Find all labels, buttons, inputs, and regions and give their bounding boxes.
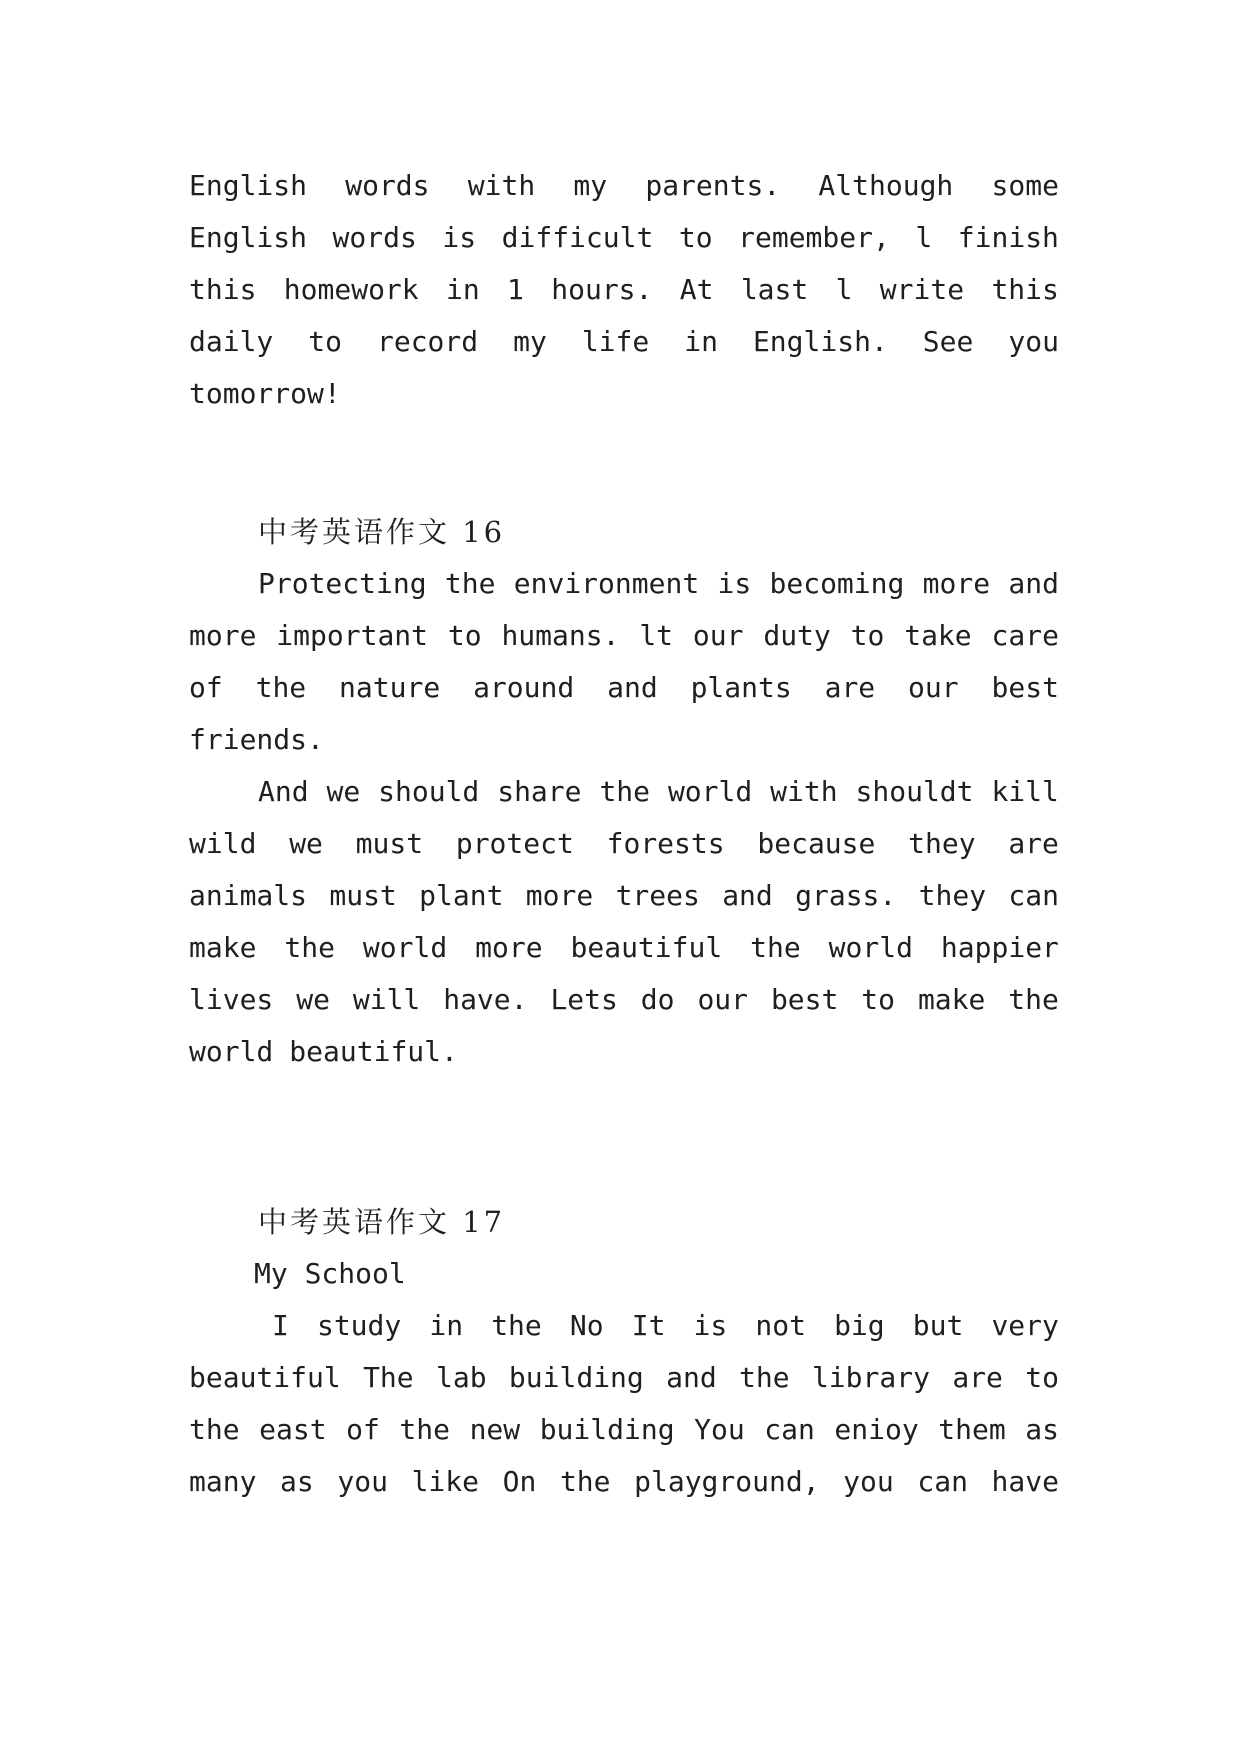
word: as (1025, 1413, 1059, 1446)
word: duty (763, 619, 831, 652)
word: I (272, 1309, 289, 1342)
text-line (189, 1410, 1059, 1450)
word: because (757, 827, 876, 860)
word: to (308, 325, 342, 358)
word: we (296, 983, 330, 1016)
word: world (189, 1035, 274, 1068)
word: our (692, 619, 744, 652)
essay-heading: 中考英语作文 16 (258, 515, 506, 549)
word: is (693, 1309, 728, 1342)
word: the (284, 931, 335, 964)
word: and (722, 879, 773, 912)
word: animals (189, 879, 308, 912)
word: to (850, 619, 885, 652)
paragraph-first-line (258, 772, 1059, 812)
word: remember, (738, 221, 890, 254)
word: the (399, 1413, 450, 1446)
word: more (475, 931, 543, 964)
word: have (991, 1465, 1059, 1498)
word: world (667, 775, 753, 808)
word: in (445, 273, 480, 306)
word: last (740, 273, 809, 306)
word: homework (283, 273, 419, 306)
word: they (918, 879, 987, 912)
word: they (908, 827, 976, 860)
word: to (678, 221, 713, 254)
word: And (258, 775, 309, 808)
word: friends. (189, 723, 324, 756)
word: take (904, 619, 972, 652)
word: care (991, 619, 1059, 652)
text-line (189, 876, 1059, 916)
word: best (991, 671, 1059, 704)
word: lives (189, 983, 274, 1016)
word: and (1008, 567, 1059, 600)
text-line (189, 980, 1059, 1020)
word: world (828, 931, 913, 964)
word: the (750, 931, 801, 964)
word: tomorrow! (189, 377, 341, 410)
word: humans. (501, 619, 620, 652)
word: the (599, 775, 651, 808)
word: trees (615, 879, 700, 912)
word: this (189, 273, 257, 306)
word: you (1008, 325, 1059, 358)
word: new (469, 1413, 521, 1446)
word: more (922, 567, 991, 600)
word: my (513, 325, 547, 358)
word: lt (639, 619, 674, 652)
word: You (694, 1413, 745, 1446)
word: big (834, 1309, 885, 1342)
word: this (991, 273, 1059, 306)
word: At (679, 273, 714, 306)
text-line (189, 1462, 1059, 1502)
word: English (189, 221, 308, 254)
word: best (770, 983, 839, 1016)
word: we (326, 775, 361, 808)
word: more (525, 879, 594, 912)
text-line (189, 322, 1059, 362)
word: It (631, 1309, 666, 1342)
word: to (447, 619, 482, 652)
word: share (497, 775, 582, 808)
word: words (332, 221, 417, 254)
word: in (684, 325, 718, 358)
essay-subtitle: My School (254, 1257, 406, 1290)
word: you (337, 1465, 388, 1498)
word: the (1008, 983, 1059, 1016)
word: can (1008, 879, 1059, 912)
word: On (502, 1465, 537, 1498)
text-line (189, 720, 1059, 760)
word: we (289, 827, 323, 860)
text-line (189, 1358, 1059, 1398)
word: grass. (795, 879, 897, 912)
word: more (189, 619, 257, 652)
word: our (697, 983, 749, 1016)
word: the (559, 1465, 611, 1498)
word: English. (752, 325, 888, 358)
word: important (276, 619, 429, 652)
word: building (508, 1361, 644, 1394)
word: kill (991, 775, 1059, 808)
word: are (1008, 827, 1059, 860)
word: parents. (645, 169, 781, 202)
word: l (915, 221, 933, 254)
word: Although (818, 169, 954, 202)
text-line (189, 928, 1059, 968)
word: hours. (551, 273, 653, 306)
word: plants (690, 671, 792, 704)
word: life (581, 325, 650, 358)
word: my (573, 169, 608, 202)
word: them (938, 1413, 1006, 1446)
word: like (411, 1465, 479, 1498)
text-line (189, 824, 1059, 864)
word: and (607, 671, 658, 704)
word: becoming (769, 567, 905, 600)
word: can (764, 1413, 815, 1446)
word: is (442, 221, 477, 254)
text-line (189, 374, 1059, 414)
word: are (952, 1361, 1003, 1394)
word: the (189, 1413, 240, 1446)
word: have. (443, 983, 528, 1016)
word: No (569, 1309, 604, 1342)
word: to (1025, 1361, 1059, 1394)
word: playground, (634, 1465, 820, 1498)
text-line (189, 270, 1059, 310)
word: beautiful (570, 931, 723, 964)
word: the (739, 1361, 790, 1394)
word: but (912, 1309, 964, 1342)
word: the (444, 567, 496, 600)
word: around (473, 671, 575, 704)
word: of (189, 671, 223, 704)
word: in (429, 1309, 464, 1342)
word: can (917, 1465, 968, 1498)
word: to (861, 983, 896, 1016)
word: make (189, 931, 257, 964)
word: do (640, 983, 675, 1016)
word: make (917, 983, 986, 1016)
word: protect (455, 827, 574, 860)
word: of (346, 1413, 380, 1446)
word: beautiful (189, 1361, 341, 1394)
word: some (991, 169, 1059, 202)
word: l (835, 273, 853, 306)
word: very (991, 1309, 1059, 1342)
word: library (811, 1361, 930, 1394)
word: environment (513, 567, 700, 600)
word: must (355, 827, 424, 860)
word: study (316, 1309, 402, 1342)
word: our (908, 671, 959, 704)
word: daily (189, 325, 274, 358)
word: enioy (834, 1413, 919, 1446)
text-line (189, 218, 1059, 258)
word: Lets (550, 983, 618, 1016)
word: record (376, 325, 479, 358)
word: See (922, 325, 974, 358)
text-line (189, 668, 1059, 708)
word: the (255, 671, 307, 704)
word: lab (435, 1361, 487, 1394)
word: plant (419, 879, 504, 912)
text-line (189, 616, 1059, 656)
word: happier (940, 931, 1059, 964)
word: many (189, 1465, 257, 1498)
word: The (363, 1361, 414, 1394)
word: as (280, 1465, 314, 1498)
word: building (539, 1413, 675, 1446)
word: wild (189, 827, 257, 860)
text-line (189, 166, 1059, 206)
word: write (879, 273, 965, 306)
paragraph-first-line (272, 1306, 1059, 1346)
word: east (259, 1413, 327, 1446)
word: finish (957, 221, 1059, 254)
word: shouldt (855, 775, 974, 808)
text-line (189, 1032, 1059, 1072)
word: and (666, 1361, 717, 1394)
word: 1 (507, 273, 524, 306)
word: difficult (501, 221, 654, 254)
word: must (329, 879, 397, 912)
word: world (362, 931, 448, 964)
word: not (755, 1309, 806, 1342)
word: words (345, 169, 430, 202)
word: with (467, 169, 536, 202)
word: should (378, 775, 480, 808)
word: with (770, 775, 838, 808)
word: is (717, 567, 752, 600)
word: Protecting (258, 567, 427, 600)
paragraph-first-line (258, 564, 1059, 604)
word: English (189, 169, 308, 202)
word: forests (606, 827, 725, 860)
essay-heading: 中考英语作文 17 (258, 1205, 506, 1239)
word: will (352, 983, 421, 1016)
word: are (824, 671, 876, 704)
word: you (843, 1465, 894, 1498)
word: the (491, 1309, 542, 1342)
word: nature (339, 671, 441, 704)
word: beautiful. (289, 1035, 458, 1068)
